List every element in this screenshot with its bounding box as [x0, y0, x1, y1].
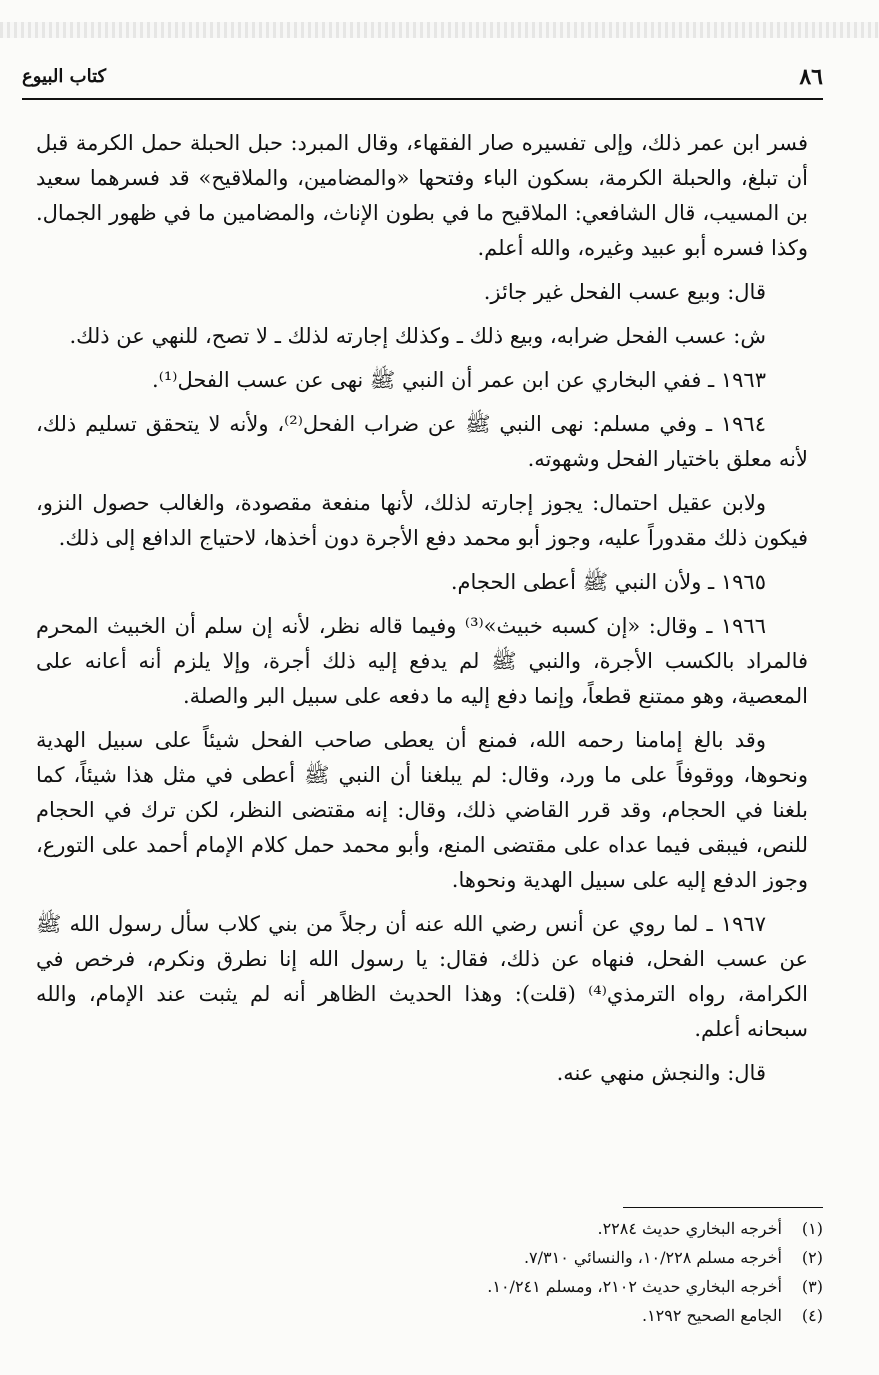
footnote-text: أخرجه البخاري حديث ٢٢٨٤. [597, 1219, 782, 1238]
footnote [123, 1301, 823, 1330]
hadith-paragraph: ١٩٦٧ ـ لما روي عن أنس رضي الله عنه أن رجلاً من بني كلاب سأل رسول الله ﷺ عن عسب الفحل، فنهاه عن ذلك، فقال: يا رسول الله إنا نطرق ونكرم، فرخص في الكرامة، رواه الترمذي⁽⁴⁾ (قلت): وهذا الحديث الظاهر أنه لم يثبت عند الإمام، والله سبحانه أعلم. [36, 912, 808, 1041]
hadith-paragraph: ١٩٦٥ ـ ولأن النبي ﷺ أعطى الحجام. [450, 570, 766, 594]
footnote [123, 1243, 823, 1272]
running-head [22, 60, 823, 100]
hadith-paragraph: ١٩٦٤ ـ وفي مسلم: نهى النبي ﷺ عن ضراب الفحل⁽²⁾، ولأنه لا يتحقق تسليم ذلك، لأنه معلق باختيار الفحل وشهوته. [36, 412, 808, 471]
body-text [36, 126, 808, 1100]
paragraph: ولابن عقيل احتمال: يجوز إجارته لذلك، لأنها منفعة مقصودة، والغالب حصول النزو، فيكون ذلك مقدوراً عليه، وجوز أبو محمد دفع الأجرة دون أخذها، لاحتياج الدافع إلى ذلك. [36, 491, 808, 550]
hadith-paragraph: ١٩٦٣ ـ ففي البخاري عن ابن عمر أن النبي ﷺ نهى عن عسب الفحل⁽¹⁾. [152, 368, 766, 392]
hadith-paragraph: ١٩٦٦ ـ وقال: «إن كسبه خبيث»⁽³⁾ وفيما قاله نظر، لأنه إن سلم أن الخبيث المحرم فالمراد بالكسب الأجرة، والنبي ﷺ لم يدفع إليه ذلك أجرة، وإلا يلزم أنه أعانه على المعصية، وهو ممتنع قطعاً، وإنما دفع إليه ما دفعه على سبيل البر والصلة. [36, 614, 808, 708]
paragraph: فسر ابن عمر ذلك، وإلى تفسيره صار الفقهاء، وقال المبرد: حبل الحبلة حمل الكرمة قبل أن تبلغ، والحبلة الكرمة، بسكون الباء وفتحها «والمضامين، والملاقيح» قد فسرهما سعيد بن المسيب، قال الشافعي: الملاقيح ما في بطون الإناث، والمضامين ما في ظهور الجمال. وكذا فسره أبو عبيد وغيره، والله أعلم. [36, 131, 808, 260]
footnote-number: (١) [801, 1219, 823, 1238]
footnote-text: أخرجه مسلم ١٠/٢٢٨، والنسائي ٧/٣١٠. [523, 1248, 782, 1267]
paragraph: وقد بالغ إمامنا رحمه الله، فمنع أن يعطى صاحب الفحل شيئاً على سبيل الهدية ونحوها، ووقوفاً على ما ورد، وقال: لم يبلغنا أن النبي ﷺ أعطى في مثل هذا شيئاً، كما بلغنا في الحجام، وقد قرر القاضي ذلك، وقال: إنه مقتضى النظر، لكن ترك في الحجام للنص، فيبقى فيما عداه على مقتضى المنع، وأبو محمد حمل كلام الإمام أحمد على التورع، وجوز الدفع إليه على سبيل الهدية ونحوها. [36, 728, 808, 892]
scan-edge-artifact [0, 22, 879, 38]
paragraph: قال: والنجش منهي عنه. [556, 1061, 766, 1085]
paragraph: ش: عسب الفحل ضرابه، وبيع ذلك ـ وكذلك إجارته لذلك ـ لا تصح، للنهي عن ذلك. [69, 324, 766, 348]
header-rule [22, 98, 823, 100]
footnote-text: الجامع الصحيح ١٢٩٢. [641, 1306, 782, 1325]
footnote-text: أخرجه البخاري حديث ٢١٠٢، ومسلم ١٠/٢٤١. [487, 1277, 782, 1296]
paragraph: قال: وبيع عسب الفحل غير جائز. [483, 280, 766, 304]
footnote [123, 1214, 823, 1243]
footnote-number: (٣) [801, 1277, 823, 1296]
footnote-rule [623, 1207, 823, 1208]
page-number: ٨٦ [799, 64, 823, 90]
footnotes [123, 1214, 823, 1330]
footnote-number: (٤) [801, 1306, 823, 1325]
footnote [123, 1272, 823, 1301]
footnote-number: (٢) [801, 1248, 823, 1267]
book-title: كتاب البيوع [22, 66, 107, 87]
